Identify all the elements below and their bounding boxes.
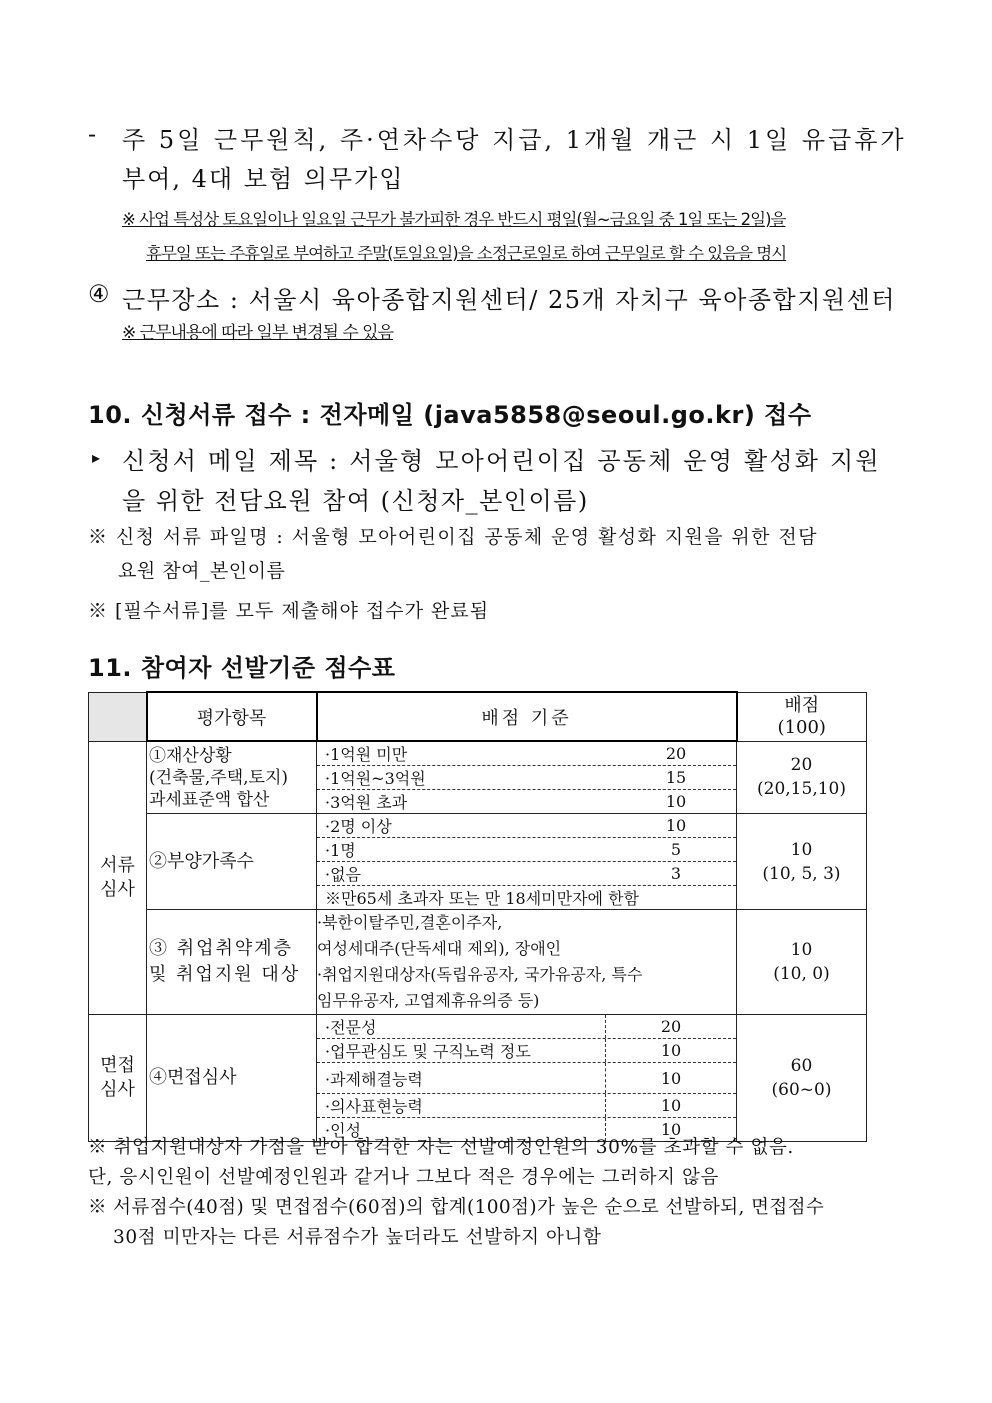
score-vulnerable: 10 (10, 0) <box>737 910 867 1015</box>
score-interview: 60 (60~0) <box>737 1015 867 1142</box>
table-row <box>89 910 867 1015</box>
header-score: 배점 (100) <box>737 692 867 741</box>
work-dash: - <box>88 120 98 148</box>
criteria-row: ·과제해결능력 10 <box>317 1063 736 1094</box>
table-row <box>89 814 867 910</box>
work-conditions-line2: 부여, 4대 보험 의무가입 <box>122 165 405 193</box>
header-item: 평가항목 <box>147 692 317 741</box>
footnote1-line1: ※ 취업지원대상자 가점을 받아 합격한 자는 선발예정인원의 30%를 초과할 수 없음. <box>88 1137 794 1158</box>
score-family: 10 (10, 5, 3) <box>737 814 867 910</box>
criteria-row: ·인성 10 <box>317 1118 736 1141</box>
weekend-note-line1: ※ 사업 특성상 토요일이나 일요일 근무가 불가피한 경우 반드시 평일(월~금요일 중 1일 또는 2일)을 <box>122 210 786 229</box>
item-asset: ①재산상황 (건축물,주택,토지) 과세표준액 합산 <box>147 741 317 814</box>
category-interview: 면접 심사 <box>89 1015 147 1142</box>
criteria-row: ·3억원 초과 10 <box>325 792 687 812</box>
mail-subject-line2: 을 위한 전담요원 참여 (신청자_본인이름) <box>122 487 589 515</box>
footnote2-line2: 30점 미만자는 다른 서류점수가 높더라도 선발하지 아니함 <box>113 1227 602 1248</box>
category-docs: 서류 심사 <box>89 741 147 1015</box>
score-asset: 20 (20,15,10) <box>737 741 867 814</box>
mail-subject-line1: 신청서 메일 제목 : 서울형 모아어린이집 공동체 운영 활성화 지원 <box>122 447 881 475</box>
criteria-note: ※만65세 초과자 또는 만 18세미만자에 한함 <box>325 889 639 908</box>
header-blank <box>89 692 147 741</box>
table-row <box>89 1015 867 1142</box>
footnote1-line2: 단, 응시인원이 선발예정인원과 같거나 그보다 적은 경우에는 그러하지 않음 <box>88 1167 719 1188</box>
file-name-line2: 요원 참여_본인이름 <box>118 560 286 582</box>
section10-title: 10. 신청서류 접수 : 전자메일 (java5858@seoul.go.kr) 접수 <box>88 401 812 429</box>
criteria-asset <box>317 741 737 814</box>
criteria-row: ·의사표현능력 10 <box>317 1094 736 1118</box>
place-note: ※ 근무내용에 따라 일부 변경될 수 있음 <box>122 323 393 343</box>
work-conditions-line1: 주 5일 근무원칙, 주·연차수당 지급, 1개월 개근 시 1일 유급휴가 <box>122 126 907 154</box>
footnote2-line1: ※ 서류점수(40점) 및 면접점수(60점)의 합계(100점)가 높은 순으로 선발하되, 면접점수 <box>88 1197 825 1218</box>
file-name-line1: ※ 신청 서류 파일명 : 서울형 모아어린이집 공동체 운영 활성화 지원을 위한 전담 <box>88 526 818 548</box>
criteria-row: ·1명 5 <box>317 838 736 862</box>
weekend-note-line2: 휴무일 또는 주휴일로 부여하고 주말(토일요일)을 소정근로일로 하여 근무일로 할 수 있음을 명시 <box>146 244 787 263</box>
criteria-vulnerable: ·북한이탈주민,결혼이주자, 여성세대주(단독세대 제외), 장애인 ·취업지원대상자(독립유공자, 국가유공자, 특수 임무유공자, 고엽제휴유의증 등) <box>317 910 737 1015</box>
criteria-interview <box>317 1015 737 1142</box>
criteria-row: ·업무관심도 및 구직노력 정도 10 <box>317 1039 736 1063</box>
table-row <box>89 741 867 814</box>
criteria-row: ·1억원~3억원 15 <box>317 766 736 790</box>
criteria-row: ·없음 3 <box>317 862 736 886</box>
criteria-row: ·2명 이상 10 <box>317 814 736 838</box>
bullet-icon: ▸ <box>92 448 101 467</box>
criteria-family <box>317 814 737 910</box>
criteria-row: ·전문성 20 <box>317 1015 736 1039</box>
criteria-row: ·1억원 미만 20 <box>317 742 736 766</box>
required-docs-note: ※ [필수서류]를 모두 제출해야 접수가 완료됨 <box>88 600 490 622</box>
section11-title: 11. 참여자 선발기준 점수표 <box>88 654 396 682</box>
score-table <box>88 691 867 1142</box>
item-interview: ④면접심사 <box>147 1015 317 1142</box>
place-number: ④ <box>88 280 111 308</box>
work-place: 근무장소 : 서울시 육아종합지원센터/ 25개 자치구 육아종합지원센터 <box>122 286 896 314</box>
header-criteria: 배점 기준 <box>317 692 737 741</box>
item-vulnerable: ③ 취업취약계층 및 취업지원 대상 <box>147 910 317 1015</box>
item-family: ②부양가족수 <box>147 814 317 910</box>
table-header-row <box>89 692 867 741</box>
